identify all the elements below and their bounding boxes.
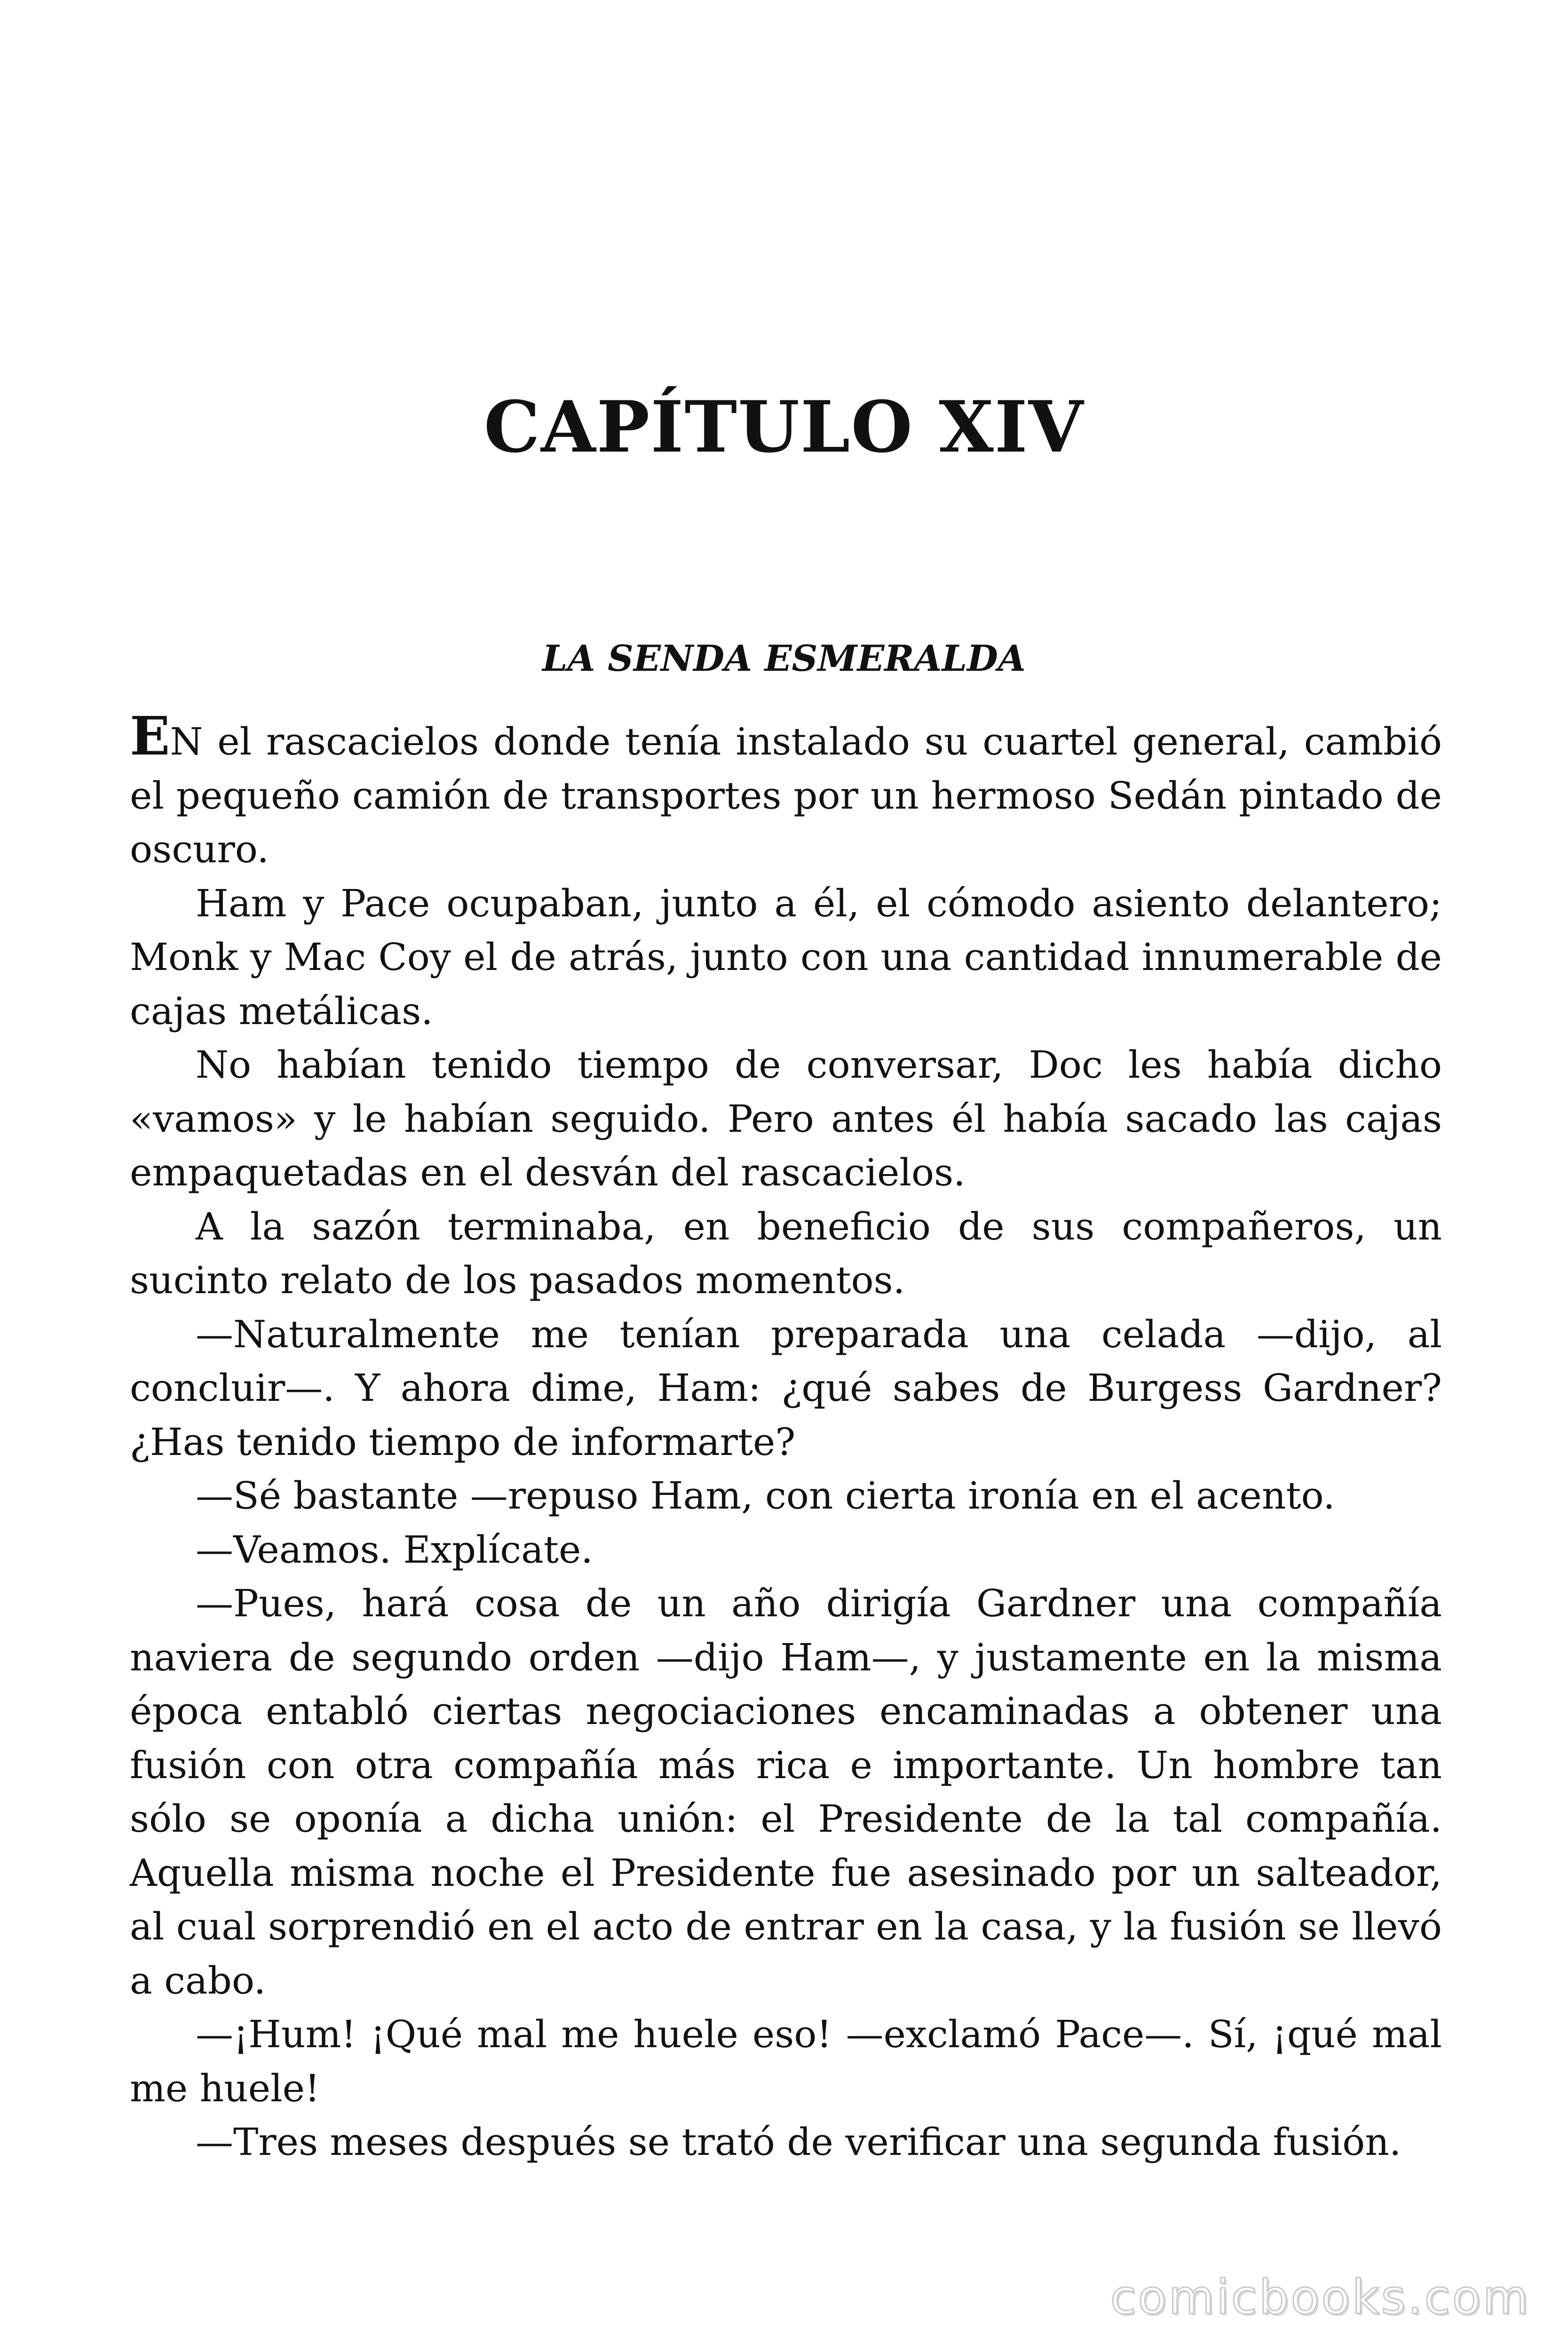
paragraph-5: —Naturalmente me tenían preparada una celada —dijo, al concluir—. Y ahora dime, Ham: ¿qué sabes de Burgess Gardner? ¿Has tenido tiempo de informarte? [130, 1312, 1442, 1464]
chapter-title: CAPÍTULO XIV [483, 386, 1085, 469]
watermark: comicbooks.com [1110, 2270, 1530, 2325]
paragraph-10: —Tres meses después se trató de verificar una segunda fusión. [196, 2120, 1402, 2164]
paragraph-9: —¡Hum! ¡Qué mal me huele eso! —exclamó Pace—. Sí, ¡qué mal me huele! [130, 2012, 1442, 2110]
chapter-subtitle: LA SENDA ESMERALDA [542, 637, 1026, 679]
paragraph-7: —Veamos. Explícate. [196, 1527, 593, 1572]
paragraph-1 [130, 706, 1442, 877]
chapter-body [130, 706, 1442, 2169]
drop-initial: E [130, 706, 170, 767]
paragraph-8: —Pues, hará cosa de un año dirigía Gardner una compañía naviera de segundo orden —dijo Ham—, y justamente en la misma época entabló ciertas negociaciones encaminadas a obtener una fusión con otra compañía más rica e importante. Un hombre tan sólo se oponía a dicha unión: el Presidente de la tal compañía. Aquella misma noche el Presidente fue asesinado por un salteador, al cual sorprendió en el acto de entrar en la casa, y la fusión se llevó a cabo. [130, 1581, 1442, 2002]
paragraph-1-text: N el rascacielos donde tenía instalado su cuartel general, cambió el pequeño camión de transportes por un hermoso Sedán pintado de oscuro. [130, 720, 1442, 871]
paragraph-3: No habían tenido tiempo de conversar, Doc les había dicho «vamos» y le habían seguido. Pero antes él había sacado las cajas empaquetadas en el desván del rascacielos. [130, 1043, 1442, 1194]
paragraph-2: Ham y Pace ocupaban, junto a él, el cómodo asiento delantero; Monk y Mac Coy el de atrás, junto con una cantidad innumerable de cajas metálicas. [130, 881, 1442, 1033]
paragraph-4: A la sazón terminaba, en beneficio de sus compañeros, un sucinto relato de los pasados momentos. [130, 1204, 1442, 1302]
paragraph-6: —Sé bastante —repuso Ham, con cierta ironía en el acento. [196, 1474, 1335, 1518]
